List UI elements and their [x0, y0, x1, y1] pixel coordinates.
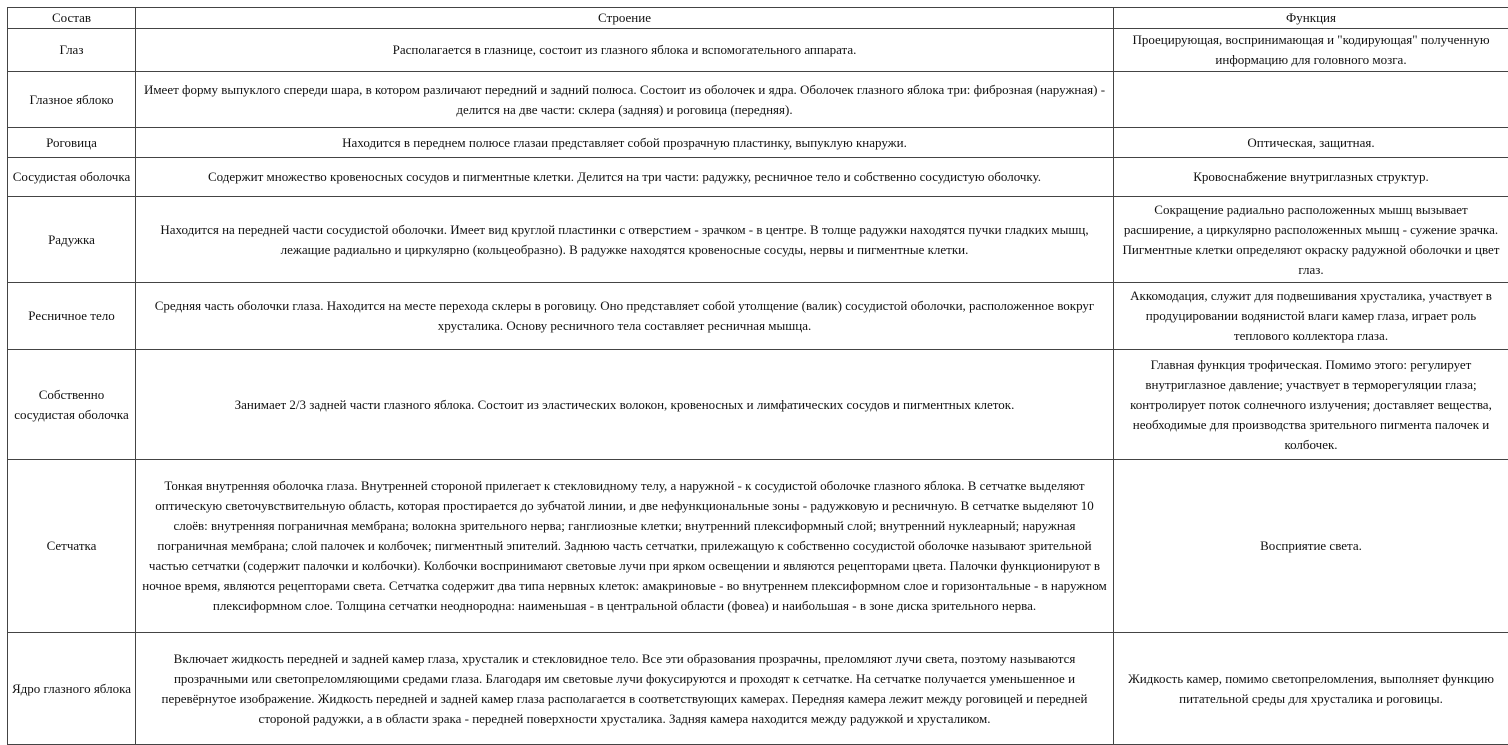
table-row: [8, 158, 1508, 197]
function-cell: Сокращение радиально расположенных мышц вызывает расширение, а циркулярно расположенных мышц - сужение зрачка. Пигментные клетки определяют окраску радужной оболочки и цвет глаз.: [1114, 197, 1508, 283]
part-cell: Ядро глазного яблока: [8, 633, 136, 745]
part-cell: Сетчатка: [8, 460, 136, 633]
part-cell: Сосудистая оболочка: [8, 158, 136, 197]
function-cell: [1114, 72, 1508, 128]
header-row: [8, 8, 1508, 29]
structure-cell: Включает жидкость передней и задней камер глаза, хрусталик и стекловидное тело. Все эти образования прозрачны, преломляют лучи света, поэтому называются прозрачными или светопреломляющими средами глаза. Благодаря им световые лучи фокусируются и проходят к сетчатке. На сетчатке получается уменьшенное и перевёрнутое изображение. Жидкость передней и задней камер глаза располагается в соответствующих камерах. Передняя камера лежит между роговицей и передней стороной радужки, а в области зрака - передней поверхности хрусталика. Задняя камера находится между радужкой и хрусталиком.: [136, 633, 1114, 745]
table-row: [8, 197, 1508, 283]
part-cell: Глаз: [8, 29, 136, 72]
structure-cell: Располагается в глазнице, состоит из глазного яблока и вспомогательного аппарата.: [136, 29, 1114, 72]
function-cell: Оптическая, защитная.: [1114, 128, 1508, 158]
eye-structure-table: [7, 7, 1508, 745]
function-cell: Кровоснабжение внутриглазных структур.: [1114, 158, 1508, 197]
function-cell: Восприятие света.: [1114, 460, 1508, 633]
structure-cell: Находится в переднем полюсе глазаи представляет собой прозрачную пластинку, выпуклую кнаружи.: [136, 128, 1114, 158]
header-funktsiya: Функция: [1114, 8, 1508, 29]
function-cell: Аккомодация, служит для подвешивания хрусталика, участвует в продуцировании водянистой влаги камер глаза, играет роль теплового коллектора глаза.: [1114, 283, 1508, 350]
function-cell: Жидкость камер, помимо светопреломления, выполняет функцию питательной среды для хрусталика и роговицы.: [1114, 633, 1508, 745]
header-stroenie: Строение: [136, 8, 1114, 29]
structure-cell: Имеет форму выпуклого спереди шара, в котором различают передний и задний полюса. Состоит из оболочек и ядра. Оболочек глазного яблока три: фиброзная (наружная) - делится на две части: склера (задняя) и роговица (передняя).: [136, 72, 1114, 128]
table-row: [8, 72, 1508, 128]
structure-cell: Занимает 2/3 задней части глазного яблока. Состоит из эластических волокон, кровеносных и лимфатических сосудов и пигментных клеток.: [136, 350, 1114, 460]
table-row: [8, 29, 1508, 72]
part-cell: Роговица: [8, 128, 136, 158]
part-cell: Собственно сосудистая оболочка: [8, 350, 136, 460]
function-cell: Главная функция трофическая. Помимо этого: регулирует внутриглазное давление; участвует в терморегуляции глаза; контролирует поток солнечного излучения; доставляет вещества, необходимые для производства зрительного пигмента палочек и колбочек.: [1114, 350, 1508, 460]
structure-cell: Тонкая внутренняя оболочка глаза. Внутренней стороной прилегает к стекловидному телу, а наружной - к сосудистой оболочке глазного яблока. В сетчатке выделяют оптическую светочувствительную область, которая простирается до зубчатой линии, и две нефункциональные зоны - радужковую и ресничную. В сетчатке выделяют 10 слоёв: внутренняя пограничная мембрана; волокна зрительного нерва; ганглиозные клетки; внутренний плексиформный слой; внутренний нуклеарный; наружная пограничная мембрана; слой палочек и колбочек; пигментный эпителий. Заднюю часть сетчатки, прилежащую к собственно сосудистой оболочке называют зрительной частью сетчатки (содержит палочки и колбочки). Колбочки воспринимают световые лучи при ярком освещении и являются рецепторами цвета. Палочки функционируют в ночное время, являются рецепторами света. Сетчатка содержит два типа нервных клеток: амакриновые - во внутреннем плексиформном слое и горизонтальные - в наружном плексиформном слое. Толщина сетчатки неоднородна: наименьшая - в центральной области (фовеа) и наибольшая - в зоне диска зрительного нерва.: [136, 460, 1114, 633]
part-cell: Радужка: [8, 197, 136, 283]
function-cell: Проецирующая, воспринимающая и "кодирующая" полученную информацию для головного мозга.: [1114, 29, 1508, 72]
part-cell: Ресничное тело: [8, 283, 136, 350]
header-sostav: Состав: [8, 8, 136, 29]
structure-cell: Находится на передней части сосудистой оболочки. Имеет вид круглой пластинки с отверстием - зрачком - в центре. В толще радужки находятся пучки гладких мышц, лежащие радиально и циркулярно (кольцеобразно). В радужке находятся кровеносные сосуды, нервы и пигментные клетки.: [136, 197, 1114, 283]
table-row: [8, 283, 1508, 350]
table-row: [8, 460, 1508, 633]
structure-cell: Средняя часть оболочки глаза. Находится на месте перехода склеры в роговицу. Оно представляет собой утолщение (валик) сосудистой оболочки, расположенное вокруг хрусталика. Основу ресничного тела составляет ресничная мышца.: [136, 283, 1114, 350]
part-cell: Глазное яблоко: [8, 72, 136, 128]
table-row: [8, 128, 1508, 158]
table-row: [8, 633, 1508, 745]
structure-cell: Содержит множество кровеносных сосудов и пигментные клетки. Делится на три части: радужку, ресничное тело и собственно сосудистую оболочку.: [136, 158, 1114, 197]
table-row: [8, 350, 1508, 460]
